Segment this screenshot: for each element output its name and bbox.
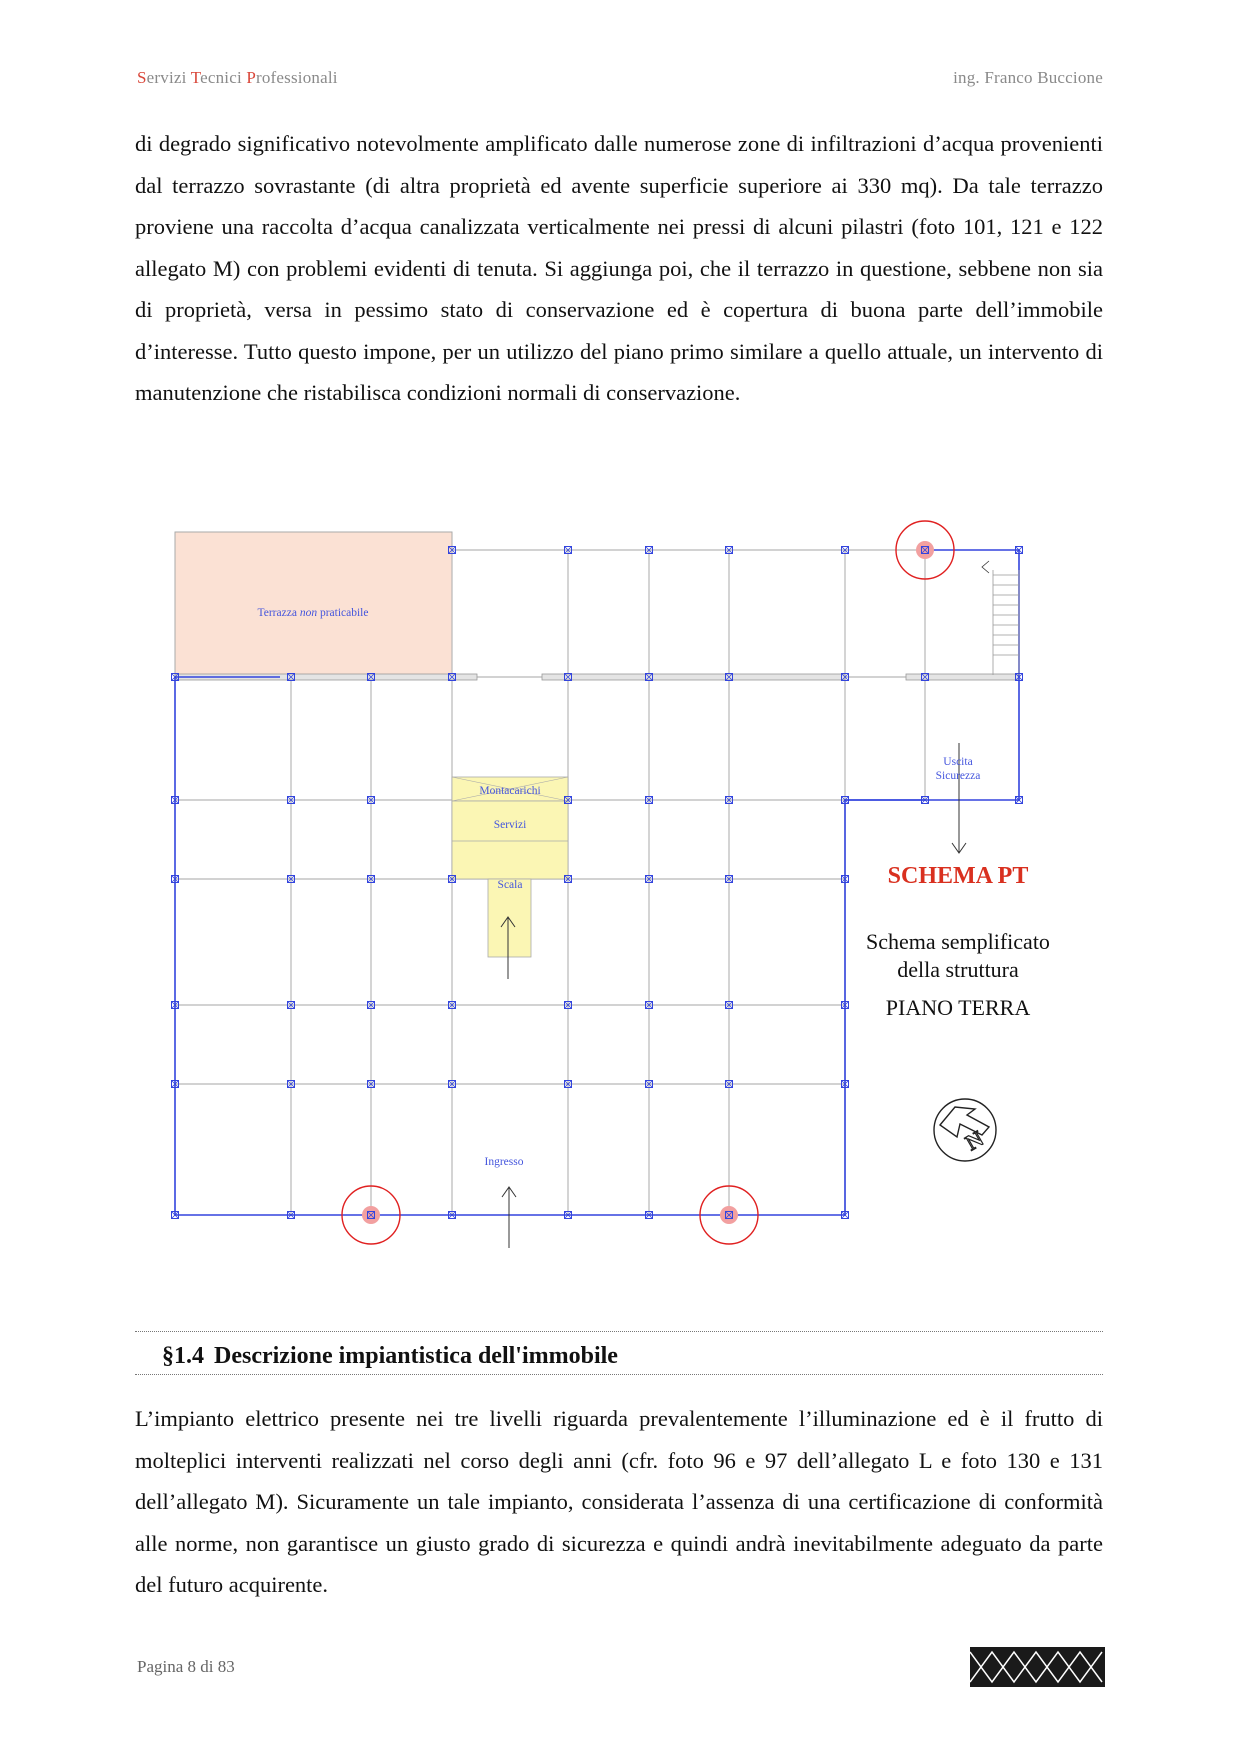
stairs-label: Scala: [497, 879, 523, 891]
section-number: §1.4: [162, 1343, 204, 1369]
compass-letter: N: [961, 1125, 988, 1156]
emergency-stair: [982, 561, 1019, 675]
schema-caption-line-3: PIANO TERRA: [885, 995, 1031, 1020]
terrace-area: [175, 532, 452, 677]
exit-label-line-1: Uscita: [943, 756, 973, 768]
header-initial-p: P: [246, 68, 256, 87]
zigzag-pattern-logo-icon: [970, 1647, 1105, 1687]
body-paragraph-2: L’impianto elettrico presente nei tre livelli riguarda prevalentemente l’illuminazione ed è il frutto di molteplici interventi realizzati nel corso degli anni (cfr. foto 96 e 97 dell’allegato L e foto 130 e 131 dell’allegato M). Sicuramente un tale impianto, considerata l’assenza di una certificazione di conformità alle norme, non garantisce un giusto grado di sicurezza e quindi andrà inevitabilmente adeguato da parte del futuro acquirente.: [135, 1406, 1103, 1597]
lift-label: Montacarichi: [479, 785, 541, 797]
exit-label-line-2: Sicurezza: [935, 770, 981, 782]
body-paragraph-1: di degrado significativo notevolmente amplificato dalle numerose zone di infiltrazioni d’acqua provenienti dal terrazzo sovrastante (di altra proprietà ed avente superficie superiore ai 330 mq). Da tale terrazzo proviene una raccolta d’acqua canalizzata verticalmente nei pressi di alcuni pilastri (foto 101, 121 e 122 allegato M) con problemi evidenti di tenuta. Si aggiunga poi, che il terrazzo in questione, sebbene non sia di proprietà, versa in pessimo stato di conservazione ed è copertura di buona parte dell’immobile d’interesse. Tutto questo impone, per un utilizzo del piano primo similare a quello attuale, un intervento di manutenzione che ristabilisca condizioni normali di conservazione.: [135, 131, 1103, 405]
north-compass-icon: [934, 1099, 996, 1161]
section-rule-bottom: [135, 1374, 1103, 1375]
schema-caption-line-1: Schema semplificato: [866, 929, 1050, 954]
header-left-studio-name: [137, 68, 338, 88]
terrace-label: Terrazza non praticabile: [257, 607, 369, 619]
section-rule-top: [135, 1331, 1103, 1332]
schema-title: SCHEMA PT: [887, 863, 1029, 889]
page-number: Pagina 8 di 83: [137, 1657, 235, 1676]
header-word-servizi: ervizi: [146, 68, 191, 87]
header-word-tecnici: ecnici: [200, 68, 247, 87]
header-initial-s: S: [137, 68, 147, 87]
header-word-professionali: rofessionali: [256, 68, 338, 87]
services-label: Servizi: [493, 819, 527, 831]
entrance-label: Ingresso: [484, 1156, 524, 1168]
section-heading: [162, 1343, 618, 1370]
section-title: Descrizione impiantistica dell'immobile: [214, 1343, 618, 1369]
services-block: [452, 801, 568, 879]
floor-plan-figure: [160, 515, 1060, 1255]
header-right-author: ing. Franco Buccione: [953, 68, 1103, 87]
schema-caption-line-2: della struttura: [897, 957, 1019, 982]
header-initial-t: T: [190, 68, 201, 87]
